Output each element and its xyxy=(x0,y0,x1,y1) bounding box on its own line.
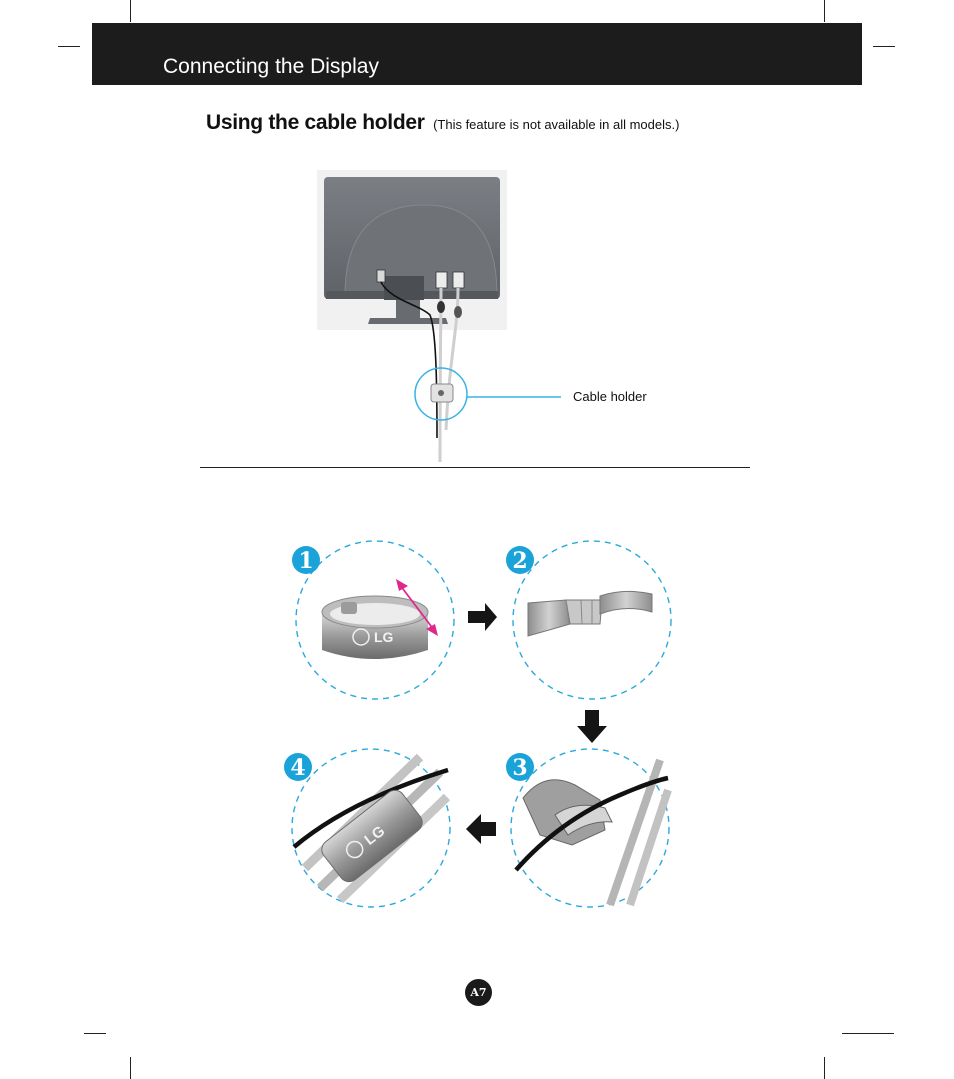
step-1-number: 1 xyxy=(298,548,314,574)
divider xyxy=(200,467,750,468)
lg-logo: LG xyxy=(361,822,389,849)
step-4-illustration xyxy=(292,749,450,907)
step-1-illustration xyxy=(296,541,454,699)
step-3-badge xyxy=(506,753,534,781)
page-title: Connecting the Display xyxy=(163,55,379,78)
step-2-badge xyxy=(506,546,534,574)
step-3-number: 3 xyxy=(512,755,528,781)
step-4-badge xyxy=(284,753,312,781)
section-title: Using the cable holder xyxy=(206,111,425,134)
step-2-number: 2 xyxy=(512,548,528,574)
monitor-rear-illustration xyxy=(317,170,507,462)
cable-holder-label: Cable holder xyxy=(573,389,647,404)
step-2-illustration xyxy=(513,541,671,699)
arrow-right-icon xyxy=(468,603,497,631)
step-4-number: 4 xyxy=(290,755,306,781)
page-number: A7 xyxy=(465,979,492,1006)
arrow-down-icon xyxy=(577,710,607,743)
arrow-left-icon xyxy=(466,814,496,844)
step-1-badge xyxy=(292,546,320,574)
svg-text:LG: LG xyxy=(374,629,394,645)
section-note: (This feature is not available in all models.) xyxy=(433,117,680,132)
step-3-illustration xyxy=(511,749,669,907)
